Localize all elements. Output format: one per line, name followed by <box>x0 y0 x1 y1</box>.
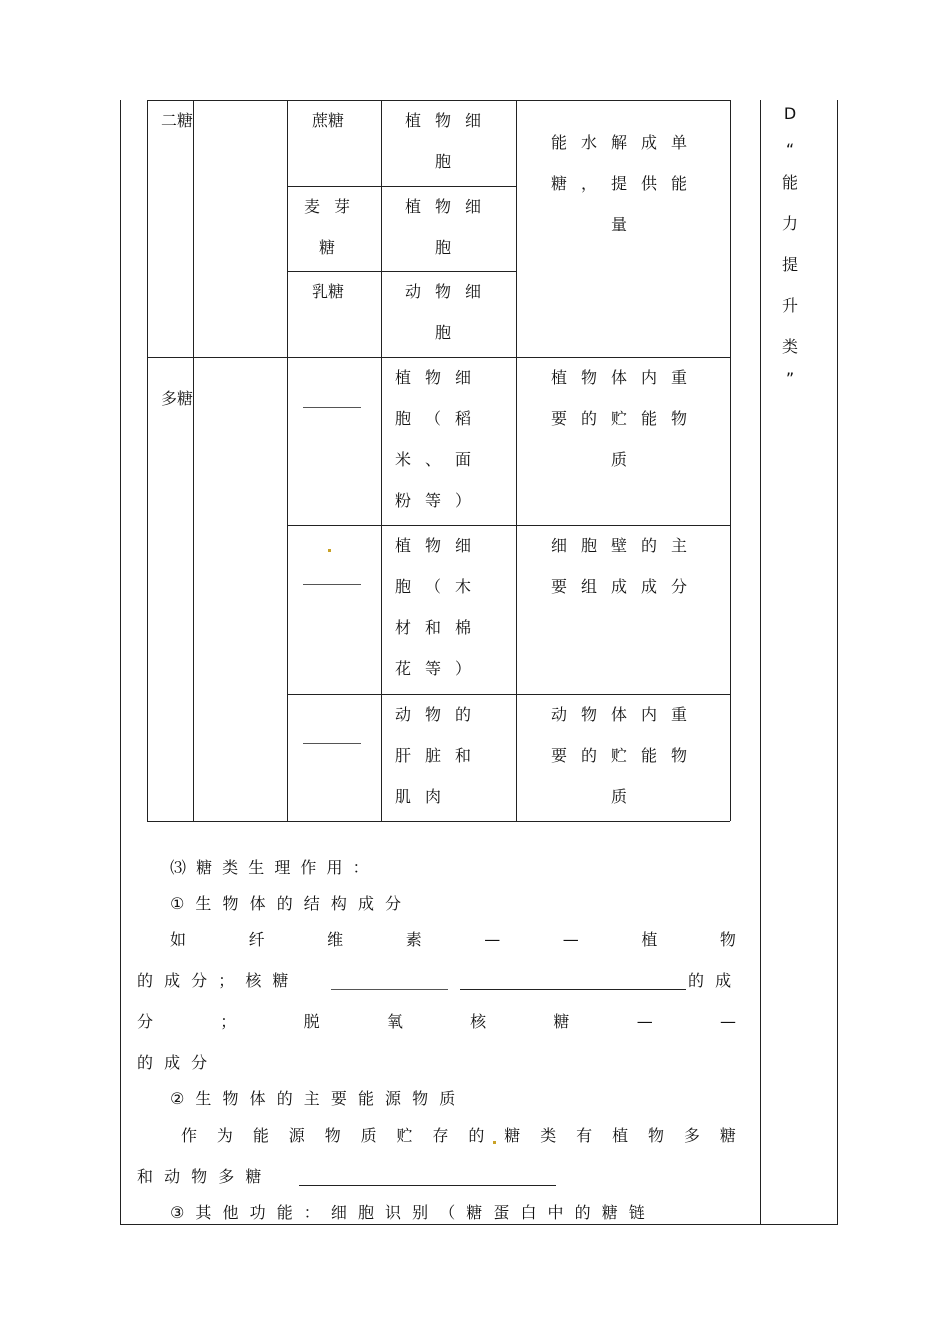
table-left-border <box>147 100 148 821</box>
side-char: 能 <box>781 173 798 192</box>
highlight-mark <box>328 549 331 552</box>
item-2: ② 生 物 体 的 主 要 能 源 物 质 <box>170 1089 456 1108</box>
sugar-name: 乳糖 <box>311 282 344 301</box>
answer-blank <box>331 989 448 990</box>
section-heading: ⑶ 糖 类 生 理 作 用 ： <box>170 858 369 877</box>
line-d: 的 成 分 <box>137 1053 208 1072</box>
answer-underline <box>460 989 686 990</box>
side-label <box>778 104 802 391</box>
item-1: ① 生 物 体 的 结 构 成 分 <box>170 894 402 913</box>
disaccharide-function: 能水解成单糖，提供能量 <box>550 133 701 234</box>
side-char: 提 <box>781 255 798 274</box>
table-col-line-4 <box>516 100 517 821</box>
sugar-name-blank <box>303 407 361 408</box>
line-f: 和 动 物 多 糖 <box>137 1167 262 1186</box>
table-col-line-3 <box>381 100 382 821</box>
sugar-location: 植物细胞 <box>404 111 495 171</box>
sugar-location: 动物细胞 <box>404 282 495 342</box>
category-disaccharide: 二糖 <box>161 111 194 130</box>
line-e: 作 为 能 源 物 质 贮 存 的 糖 类 有 植 物 多 糖 <box>181 1126 736 1145</box>
table-col-line-2 <box>287 100 288 821</box>
polysaccharide-location: 植物细胞（木材和棉花等） <box>395 536 486 678</box>
polysaccharide-function: 植物体内重要的贮能物质 <box>550 368 701 469</box>
polysaccharide-location: 植物细胞（稻米、面粉等） <box>395 368 486 510</box>
sugar-name-blank <box>303 584 361 585</box>
side-char: ” <box>785 369 795 388</box>
sugar-location: 植物细胞 <box>404 197 495 257</box>
polysaccharide-function: 动物体内重要的贮能物质 <box>550 705 701 806</box>
sugar-name: 麦芽糖 <box>303 197 364 257</box>
side-letter: D <box>783 104 797 123</box>
polysaccharide-function: 细胞壁的主要组成成分 <box>550 536 701 596</box>
line-b-left: 的 成 分 ； 核 糖 <box>137 971 289 990</box>
table-bottom-border <box>147 821 730 822</box>
category-polysaccharide: 多糖 <box>161 389 194 408</box>
sugar-name-blank <box>303 743 361 744</box>
table-right-border <box>730 100 731 821</box>
sugar-name: 蔗糖 <box>311 111 344 130</box>
line-c: 分 ； 脱 氧 核 糖 — — <box>137 1012 736 1031</box>
side-char: “ <box>785 140 795 159</box>
side-column-divider <box>760 100 761 1224</box>
table-col-line-1 <box>193 100 194 821</box>
side-char: 力 <box>781 214 798 233</box>
side-char: 类 <box>781 337 798 356</box>
side-char: 升 <box>781 296 798 315</box>
polysaccharide-location: 动物的肝脏和肌肉 <box>395 705 486 806</box>
line-b-right: 的 成 <box>688 971 732 990</box>
answer-underline <box>299 1185 556 1186</box>
item-3: ③ 其 他 功 能 ： 细 胞 识 别 （ 糖 蛋 白 中 的 糖 链 <box>170 1203 645 1222</box>
line-a: 如 纤 维 素 — — 植 物 <box>170 930 736 949</box>
